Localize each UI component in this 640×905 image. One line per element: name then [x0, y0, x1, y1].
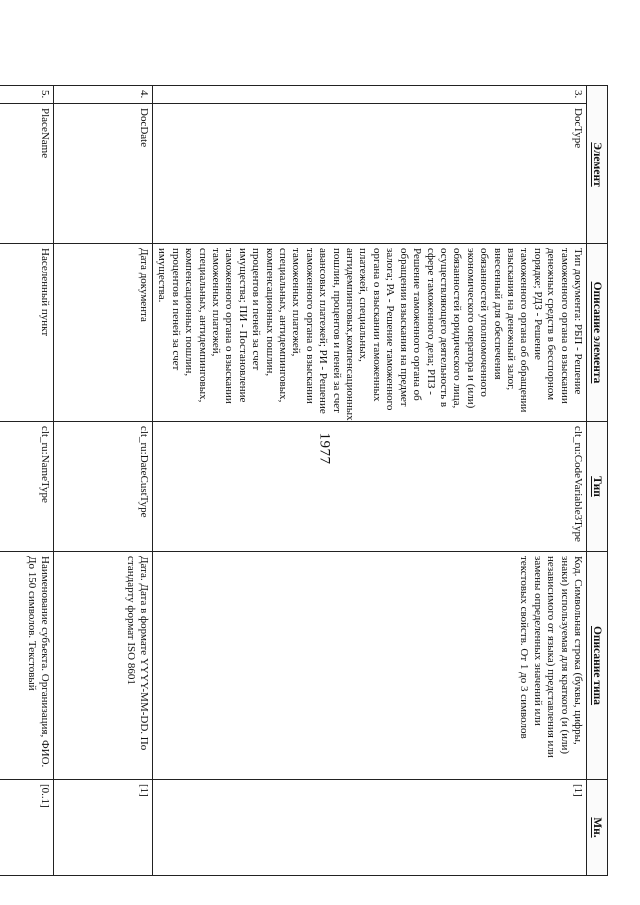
element-type: clt_ru:NameType: [0, 422, 54, 552]
multiplicity: [1]: [153, 780, 587, 876]
type-description: Наименование субъекта. Организация, ФИО. До 150 символов. Текстовый: [0, 552, 54, 780]
document-table-rotated: [25, 85, 608, 875]
element-name: DocType: [153, 104, 587, 244]
multiplicity: [0..1]: [0, 780, 54, 876]
element-description: Тип документа: РБП - Решение таможенного органа о взыскании денежных средств в бесспорном порядке; РДЗ - Решение таможенного органа об обращении взыскания на денежный залог, внесенный для обеспечения обязанностей уполномоченного экономического оператора и (или) обязанностей юридического лица, осуществляющего деятельность в сфере таможенного дела; РПЗ - Решение таможенного органа об обращении взыскания на предмет залога; РА - Решение таможенного органа о взыскании таможенных платежей, специальных, антидемпинговых,компенсационных пошлин, процентов и пеней за счет авансовых платежей; РИ - Решение таможенного органа о взыскании таможенных платежей, специальных, антидемпинговых, компенсационных пошлин, процентов и пеней за счет имущества; ПИ - Постановление таможенного органа о взыскании таможенных платежей, специальных, антидемпинговых, компенсационных пошлин, процентов и пеней за счет имущества.: [153, 244, 587, 422]
row-number: 4.: [54, 86, 153, 104]
table-row: [54, 86, 153, 876]
element-spec-table: [0, 85, 608, 876]
type-description: Код. Символьная строка (буквы, цифры, знаки) используемая для краткого (и (или) независимого от языка) представления или замены определенных значений или текстовых свойств. От 1 до 3 символов: [153, 552, 587, 780]
multiplicity: [1]: [54, 780, 153, 876]
table-row: [0, 86, 54, 876]
element-type: clt_ru:DateCustType: [54, 422, 153, 552]
element-type: clt_ru:CodeVariable3Type: [153, 422, 587, 552]
element-description: Дата документа: [54, 244, 153, 422]
element-name: DocDate: [54, 104, 153, 244]
row-number: 5.: [0, 86, 54, 104]
header-type: Тип: [587, 422, 608, 552]
header-multiplicity: Мн.: [587, 780, 608, 876]
table-header-row: [587, 86, 608, 876]
table-row: [153, 86, 587, 876]
row-number: 3.: [153, 86, 587, 104]
header-element-desc: Описание элемента: [587, 244, 608, 422]
header-type-desc: Описание типа: [587, 552, 608, 780]
header-element: Элемент: [587, 86, 608, 244]
page-number: 1977: [316, 432, 333, 465]
element-description: Населенный пункт: [0, 244, 54, 422]
type-description: Дата. Дата в формате YYYY-MM-DD. По стандарту формат ISO 8601: [54, 552, 153, 780]
element-name: PlaceName: [0, 104, 54, 244]
